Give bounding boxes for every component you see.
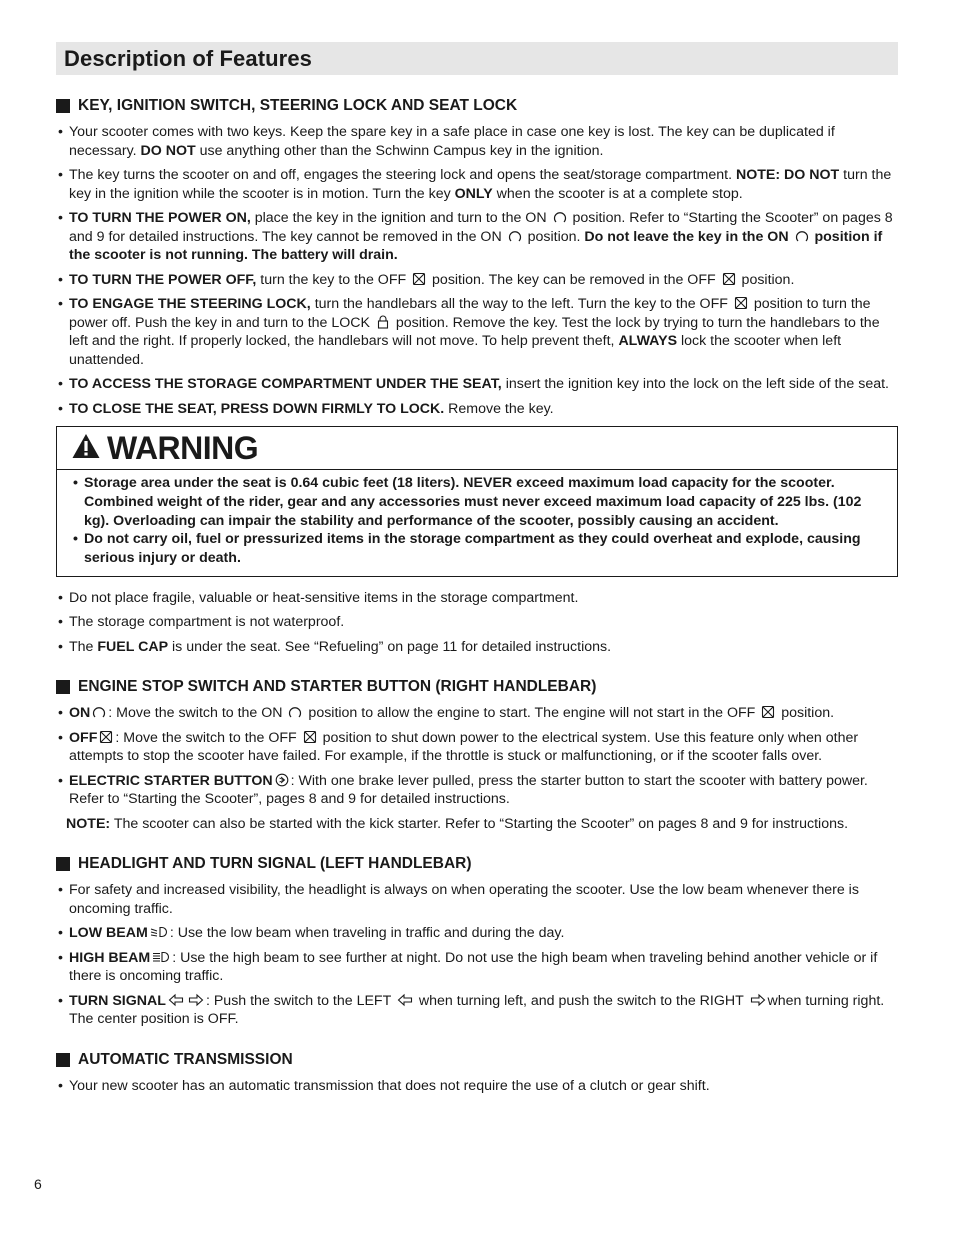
high-beam-icon bbox=[152, 950, 170, 964]
warning-body bbox=[57, 470, 897, 576]
note-text: NOTE: The scooter can also be started with the kick starter. Refer to “Starting the Scooter” on pages 8 and 9 for instructions. bbox=[66, 815, 849, 832]
list-item: • LOW BEAM : Use the low beam when traveling in traffic and during the day. bbox=[56, 924, 898, 943]
list-item: • TO ENGAGE THE STEERING LOCK, turn the handlebars all the way to the left. Turn the key to the OFF position to turn the power off. Push the key in and turn to the LOCK position. Remove the key. Test the lock by trying to turn the handlebars to the left and the right. If properly locked, the handlebars will not move. To help prevent theft, ALWAYS lock the scooter when left unattended. bbox=[56, 295, 898, 369]
off-symbol-icon bbox=[761, 705, 775, 719]
off-symbol-icon bbox=[412, 272, 426, 286]
lock-icon bbox=[376, 315, 390, 329]
left-arrow-icon bbox=[397, 993, 413, 1007]
on-symbol-icon bbox=[553, 210, 567, 224]
square-bullet-icon bbox=[56, 857, 70, 871]
square-bullet-icon bbox=[56, 1053, 70, 1067]
starter-button-icon bbox=[275, 773, 289, 787]
on-symbol-icon bbox=[288, 705, 302, 719]
warning-item: • Storage area under the seat is 0.64 cubic feet (18 liters). NEVER exceed maximum load capacity for the scooter. Combined weight of the rider, gear and any accessories must never exceed maximum load capacity of 225 lbs. (102 kg). Overloading can impair the stability and performance of the scooter, possibly causing an accident. bbox=[71, 474, 883, 530]
title-bar bbox=[56, 42, 898, 75]
list-item: • TO ACCESS THE STORAGE COMPARTMENT UNDER THE SEAT, insert the ignition key into the lock on the left side of the seat. bbox=[56, 375, 898, 394]
page-content bbox=[56, 42, 898, 1101]
list-item: • OFF : Move the switch to the OFF position to shut down power to the electrical system. Use this feature only when other attempts to stop the scooter have failed. For example, if the throttle is stuck or malfunctioning, or if the scooter falls over. bbox=[56, 729, 898, 766]
warning-title: WARNING bbox=[107, 429, 259, 466]
list-item: • TURN SIGNAL : Push the switch to the LEFT when turning left, and push the switch to the RIGHT when turning right. The center position is OFF. bbox=[56, 992, 898, 1029]
page-number: 6 bbox=[34, 1176, 42, 1192]
on-symbol-icon bbox=[508, 229, 522, 243]
list-item: • ELECTRIC STARTER BUTTON : With one brake lever pulled, press the starter button to start the scooter with battery power. Refer to “Starting the Scooter”, pages 8 and 9 for detailed instructions. bbox=[56, 772, 898, 809]
on-symbol-icon bbox=[795, 229, 809, 243]
low-beam-icon bbox=[150, 925, 168, 939]
warning-triangle-icon bbox=[71, 432, 101, 465]
list-item: • Your scooter comes with two keys. Keep the spare key in a safe place in case one key is lost. The key can be duplicated if necessary. DO NOT use anything other than the Schwinn Campus key in the ignition. bbox=[56, 123, 898, 160]
section-heading-transmission: AUTOMATIC TRANSMISSION bbox=[56, 1051, 898, 1069]
list-item: • TO TURN THE POWER OFF, turn the key to the OFF position. The key can be removed in the OFF position. bbox=[56, 271, 898, 290]
square-bullet-icon bbox=[56, 680, 70, 694]
list-item: • TO TURN THE POWER ON, place the key in the ignition and turn to the ON position. Refer to “Starting the Scooter” on pages 8 and 9 for detailed instructions. The key cannot be removed in the ON position. Do not leave the key in the ON position if the scooter is not running. The battery will drain. bbox=[56, 209, 898, 265]
list-item: • HIGH BEAM : Use the high beam to see further at night. Do not use the high beam when traveling behind another vehicle or if there is oncoming traffic. bbox=[56, 949, 898, 986]
list-item: • The storage compartment is not waterproof. bbox=[56, 613, 898, 632]
page-title: Description of Features bbox=[64, 45, 313, 71]
list-item: • Your new scooter has an automatic transmission that does not require the use of a clutch or gear shift. bbox=[56, 1077, 898, 1096]
off-symbol-icon bbox=[303, 730, 317, 744]
warning-header bbox=[57, 427, 897, 470]
square-bullet-icon bbox=[56, 99, 70, 113]
right-arrow-icon bbox=[188, 993, 204, 1007]
list-item: • The key turns the scooter on and off, engages the steering lock and opens the seat/storage compartment. NOTE: DO NOT turn the key in the ignition while the scooter is in motion. Turn the key ONLY when the scooter is at a complete stop. bbox=[56, 166, 898, 203]
warning-box bbox=[56, 426, 898, 577]
on-symbol-icon bbox=[92, 705, 106, 719]
section-heading-headlight: HEADLIGHT AND TURN SIGNAL (LEFT HANDLEBAR) bbox=[56, 855, 898, 873]
list-item: • TO CLOSE THE SEAT, PRESS DOWN FIRMLY TO LOCK. Remove the key. bbox=[56, 400, 898, 419]
section-heading-key-ignition: KEY, IGNITION SWITCH, STEERING LOCK AND SEAT LOCK bbox=[56, 97, 898, 115]
list-item: • Do not place fragile, valuable or heat-sensitive items in the storage compartment. bbox=[56, 589, 898, 608]
section-heading-engine-stop: ENGINE STOP SWITCH AND STARTER BUTTON (RIGHT HANDLEBAR) bbox=[56, 678, 898, 696]
list-item: • ON : Move the switch to the ON position to allow the engine to start. The engine will not start in the OFF position. bbox=[56, 704, 898, 723]
list-item: • For safety and increased visibility, the headlight is always on when operating the scooter. Use the low beam whenever there is oncoming traffic. bbox=[56, 881, 898, 918]
left-arrow-icon bbox=[168, 993, 184, 1007]
off-symbol-icon bbox=[99, 730, 113, 744]
list-item: • The FUEL CAP is under the seat. See “Refueling” on page 11 for detailed instructions. bbox=[56, 638, 898, 657]
off-symbol-icon bbox=[722, 272, 736, 286]
off-symbol-icon bbox=[734, 296, 748, 310]
warning-item: • Do not carry oil, fuel or pressurized items in the storage compartment as they could overheat and explode, causing serious injury or death. bbox=[71, 530, 883, 568]
right-arrow-icon bbox=[750, 993, 766, 1007]
